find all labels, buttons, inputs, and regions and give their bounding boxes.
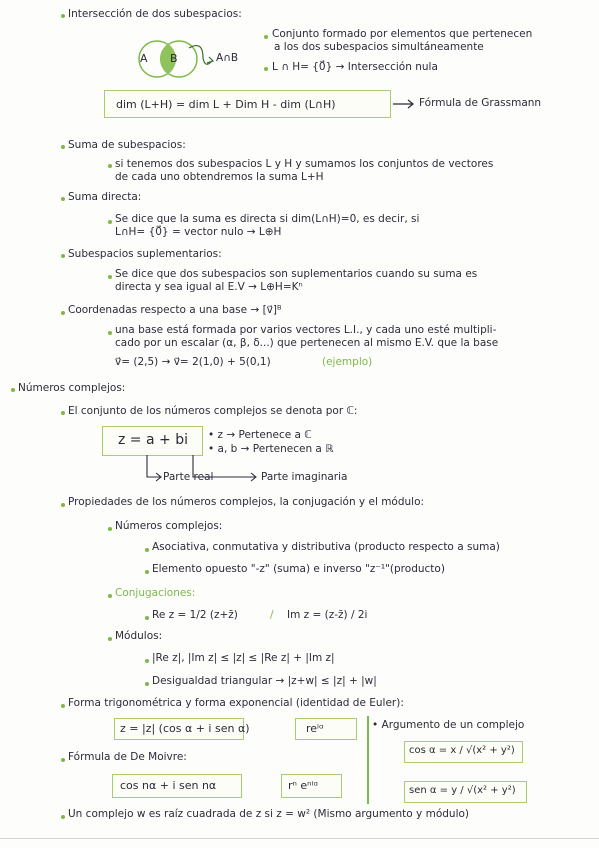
cos-arg-formula: cos α = x / √(x² + y²) <box>409 745 515 756</box>
complex-numbers-subtitle: Números complejos: <box>115 520 223 532</box>
sum-line2: de cada uno obtendremos la suma L+H <box>115 171 324 183</box>
bullet-icon <box>145 682 149 686</box>
bullet-icon <box>61 197 65 201</box>
section-title-sum: Suma de subespacios: <box>68 139 186 151</box>
coordinates-example-note: (ejemplo) <box>322 356 373 368</box>
grassmann-label: Fórmula de Grassmann <box>419 97 542 109</box>
direct-sum-line1: Se dice que la suma es directa si dim(L∩H)=0, es decir, si <box>115 213 420 225</box>
bullet-icon <box>61 704 65 708</box>
moivre-title: Fórmula de De Moivre: <box>68 751 187 763</box>
direct-sum-line2: L∩H= {0⃗} = vector nulo → L⊕H <box>115 226 282 238</box>
exp-form: reⁱᵅ <box>306 722 324 735</box>
venn-result-label: A∩B <box>216 52 239 64</box>
bullet-icon <box>145 659 149 663</box>
coordinates-line1: una base está formada por varios vectores L.I., y cada uno esté multipli- <box>115 324 497 336</box>
complex-z-belongs: • z → Pertenece a ℂ <box>208 429 312 441</box>
bullet-icon <box>264 67 268 71</box>
argument-title: • Argumento de un complejo <box>372 719 525 731</box>
section-title-intersection: Intersección de dos subespacios: <box>68 8 242 20</box>
bullet-icon <box>61 815 65 819</box>
bullet-icon <box>61 758 65 762</box>
bullet-icon <box>108 527 112 531</box>
coordinates-line2: cado por un escalar (α, β, δ...) que pertenecen al mismo E.V. que la base <box>115 337 499 349</box>
exp-form-box <box>295 718 357 740</box>
sen-arg-formula: sen α = y / √(x² + y²) <box>409 785 516 796</box>
bullet-icon <box>108 331 112 335</box>
bullet-icon <box>108 275 112 279</box>
coordinates-example: v⃗= (2,5) → v⃗= 2(1,0) + 5(0,1) <box>115 356 271 368</box>
moivre-exp-formula: rⁿ eⁿⁱᵅ <box>288 779 318 792</box>
bullet-icon <box>108 594 112 598</box>
bullet-icon <box>108 164 112 168</box>
null-intersection-text: L ∩ H= {0⃗} → Intersección nula <box>272 61 438 73</box>
conjugation-separator: / <box>270 609 274 621</box>
venn-label-a: A <box>140 52 148 65</box>
section-title-trig-form: Forma trigonométrica y forma exponencial (identidad de Euler): <box>68 697 404 709</box>
properties-opposite-inverse: Elemento opuesto "-z" (suma) e inverso "z⁻¹"(producto) <box>152 563 445 575</box>
intersection-def-line2: a los dos subespacios simultáneamente <box>274 41 484 53</box>
bullet-icon <box>61 14 65 18</box>
bullet-icon <box>61 311 65 315</box>
complex-ab-belong: • a, b → Pertenecen a ℝ <box>208 443 334 455</box>
bullet-icon <box>145 570 149 574</box>
conjugation-real: Re z = 1/2 (z+z̄) <box>152 609 238 621</box>
bullet-icon <box>264 35 268 39</box>
venn-label-b: B <box>170 52 178 65</box>
trig-form: z = |z| (cos α + i sen α) <box>120 722 250 735</box>
section-title-complex: Números complejos: <box>18 382 126 394</box>
arrow-icon <box>392 98 416 110</box>
square-root-statement: Un complejo w es raíz cuadrada de z si z = w² (Mismo argumento y módulo) <box>68 808 470 820</box>
page-bottom-rule <box>0 838 599 839</box>
supplementary-line2: directa y sea igual al E.V → L⊕H=Kⁿ <box>115 281 303 293</box>
divider <box>367 716 369 804</box>
modules-inequality: |Re z|, |Im z| ≤ |z| ≤ |Re z| + |Im z| <box>152 652 335 664</box>
bullet-icon <box>61 145 65 149</box>
conjugations-subtitle: Conjugaciones: <box>115 587 196 599</box>
triangle-inequality: Desigualdad triangular → |z+w| ≤ |z| + |w| <box>152 675 377 687</box>
properties-assoc: Asociativa, conmutativa y distributiva (producto respecto a suma) <box>152 541 500 553</box>
section-title-coordinates: Coordenadas respecto a una base → [v⃗]ᴮ <box>68 304 282 316</box>
label-real-part: Parte real <box>163 471 214 483</box>
sum-line1: si tenemos dos subespacios L y H y sumamos los conjuntos de vectores <box>115 158 494 170</box>
grassmann-formula: dim (L+H) = dim L + Dim H - dim (L∩H) <box>116 98 336 111</box>
bullet-icon <box>145 616 149 620</box>
section-title-properties: Propiedades de los números complejos, la conjugación y el módulo: <box>68 496 425 508</box>
bullet-icon <box>61 411 65 415</box>
conjugation-imag: Im z = (z-z̄) / 2i <box>287 609 368 621</box>
bullet-icon <box>11 388 15 392</box>
complex-formula: z = a + bi <box>118 432 188 448</box>
section-title-direct-sum: Suma directa: <box>68 191 142 203</box>
bullet-icon <box>108 220 112 224</box>
bullet-icon <box>145 548 149 552</box>
section-title-supplementary: Subespacios suplementarios: <box>68 248 222 260</box>
complex-intro: El conjunto de los números complejos se denota por ℂ: <box>68 405 358 417</box>
intersection-def-line1: Conjunto formado por elementos que pertenecen <box>272 28 533 40</box>
bullet-icon <box>61 254 65 258</box>
modules-subtitle: Módulos: <box>115 630 163 642</box>
bullet-icon <box>61 503 65 507</box>
bullet-icon <box>108 637 112 641</box>
moivre-formula: cos nα + i sen nα <box>120 779 217 792</box>
label-imaginary-part: Parte imaginaria <box>261 471 348 483</box>
supplementary-line1: Se dice que dos subespacios son suplementarios cuando su suma es <box>115 268 478 280</box>
